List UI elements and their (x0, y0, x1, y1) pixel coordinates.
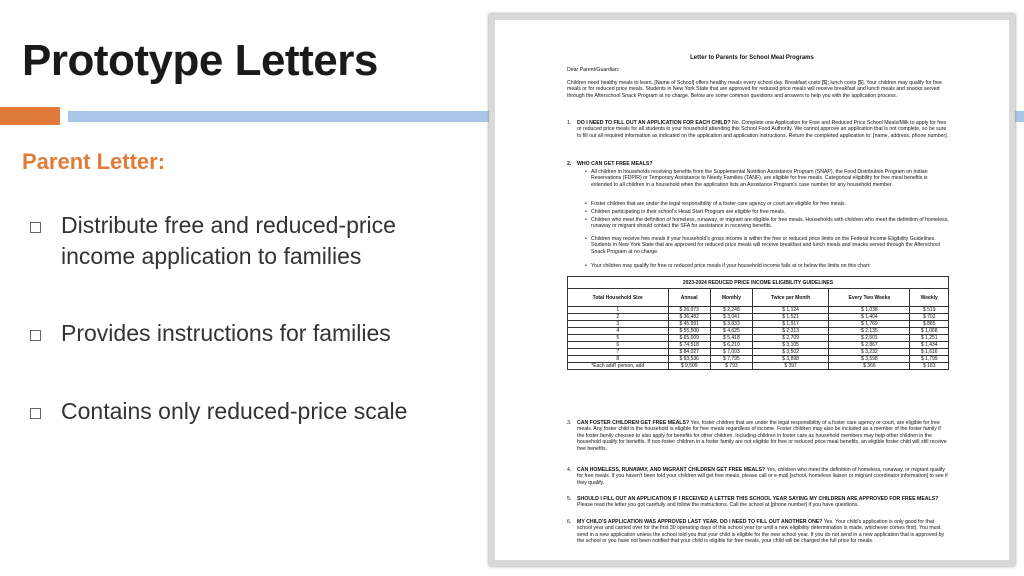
table-cell: $ 1,124 (752, 307, 828, 314)
accent-bar-orange (0, 107, 60, 125)
table-cell: $ 3,105 (752, 342, 828, 349)
table-cell: $ 3,598 (829, 356, 910, 363)
table-cell: $ 1,404 (829, 314, 910, 321)
question-2: 2. WHO CAN GET FREE MEALS? (567, 161, 653, 167)
table-cell: 3 (568, 321, 669, 328)
table-row (568, 356, 949, 363)
q2-item: • Your children may qualify for free or reduced price meals if your household income falls at or below the limits on this chart: (591, 263, 949, 269)
question-5: 5. SHOULD I FILL OUT AN APPLICATION IF I RECEIVED A LETTER THIS SCHOOL YEAR SAYING MY CHILDREN ARE APPROVED FOR FREE MEALS? Please read the letter you got carefully and follow the instructions. Call the school at [phone number] if you have questions. (567, 496, 939, 509)
table-cell: 7 (568, 349, 669, 356)
column-header: Monthly (710, 289, 752, 307)
table-cell: $ 5,418 (710, 335, 752, 342)
table-cell: $ 3,232 (829, 349, 910, 356)
table-cell: $ 1,251 (910, 335, 949, 342)
table-row (568, 363, 949, 370)
table-cell: $ 7,003 (710, 349, 752, 356)
table-cell: $ 9,509 (668, 363, 710, 370)
table-row (568, 307, 949, 314)
bullet-text: Contains only reduced-price scale (61, 398, 408, 424)
table-cell: $ 519 (910, 307, 949, 314)
table-cell: $ 183 (910, 363, 949, 370)
letter-document (495, 20, 1009, 560)
table-cell: $ 2,709 (752, 335, 828, 342)
table-cell: $ 7,795 (710, 356, 752, 363)
square-bullet-icon (30, 408, 41, 419)
table-cell: 4 (568, 328, 669, 335)
bullet-text: Distribute free and reduced-price income application to families (61, 212, 396, 269)
square-bullet-icon (30, 330, 41, 341)
q2-item: • Children may receive free meals if your household's gross income is within the free or reduced price limits on the Federal Income Eligibility Guidelines. Students in New York State that are approved for reduced price meals will receive breakfast and lunch meals and snacks served through the Afterschool Snack Program at no charge. (591, 236, 949, 255)
table-cell: $ 36,482 (668, 314, 710, 321)
table-cell: *Each add'l person, add (568, 363, 669, 370)
table-cell: $ 65,009 (668, 335, 710, 342)
table-cell: $ 93,536 (668, 356, 710, 363)
table-row (568, 335, 949, 342)
question-6: 6. MY CHILD'S APPLICATION WAS APPROVED LAST YEAR. DO I NEED TO FILL OUT ANOTHER ONE? Yes. Your child's application is only good for that school year and carried over for the first 30 operating days of this school year (or until a new eligibility determination is made, whichever comes first). You must send in a new application unless the school told you that your child is eligible for the new school year. If you do not send in a new application that is approved by the school or you have not been notified that your child is eligible for free meals, your child will be charged the full price for meals. (567, 519, 945, 545)
column-header: Every Two Weeks (829, 289, 910, 307)
table-cell: 8 (568, 356, 669, 363)
bullet-item (30, 318, 460, 349)
letter-greeting: Dear Parent/Guardian: (567, 67, 620, 73)
table-cell: $ 885 (910, 321, 949, 328)
column-header: Weekly (910, 289, 949, 307)
table-cell: $ 1,917 (752, 321, 828, 328)
table-body (568, 307, 949, 370)
income-eligibility-table (567, 276, 949, 370)
table-row (568, 328, 949, 335)
table-cell: $ 702 (910, 314, 949, 321)
slide-subtitle: Parent Letter: (22, 149, 166, 174)
table-row (568, 321, 949, 328)
table-cell: $ 1,521 (752, 314, 828, 321)
table-cell: $ 2,248 (710, 307, 752, 314)
bullet-item (30, 210, 460, 272)
question-3: 3. CAN FOSTER CHILDREN GET FREE MEALS? Yes, foster children that are under the legal responsibility of a foster care agency or court, are eligible for free meals. Any foster child in the household is eligible for free meals regardless of income. Foster children may also be included as a member of the foster family if the foster family chooses to also apply for benefits for other children. Including children in foster care as household members may help other children in the household qualify for benefits. If non-foster children in a foster family are not eligible for free or reduced price meal benefits, an eligible foster child will still receive free benefits. (567, 420, 947, 452)
letter-image-frame (489, 14, 1015, 566)
table-row (568, 314, 949, 321)
letter-intro: Children need healthy meals to learn. [Name of School] offers healthy meals every school day. Breakfast costs [$]; lunch costs [$]. Your children may qualify for free meals or for reduced price meals. Students in New York State that are approved for reduced price meals will receive breakfast and lunch meals and snacks served through the Afterschool Snack Program at no charge. Below are some common questions and answers to help you with the application process. (567, 80, 942, 99)
question-4: 4. CAN HOMELESS, RUNAWAY, AND MIGRANT CHILDREN GET FREE MEALS? Yes, children who meet the definition of homeless, runaway, or migrant qualify for free meals. If you haven't been told your children will get free meals, please call or e-mail [school, homeless liaison or migrant coordinator information] to see if they qualify. (567, 467, 948, 486)
table-cell: $ 2,313 (752, 328, 828, 335)
table-cell: $ 793 (710, 363, 752, 370)
table-cell: $ 1,038 (829, 307, 910, 314)
question-1: 1. DO I NEED TO FILL OUT AN APPLICATION FOR EACH CHILD? No. Complete one Application for Free and Reduced Price School Meals/Milk to apply for free or reduced price meals for all students in your household attending this School Food Authority. We cannot approve an application that is not complete, so be sure to fill out all required information as indicated on the application and application instructions. Return the completed application to: [name, address, phone number]. (567, 120, 949, 139)
table-cell: $ 74,518 (668, 342, 710, 349)
table-cell: $ 2,135 (829, 328, 910, 335)
table-cell: $ 1,068 (910, 328, 949, 335)
bullet-list (30, 210, 460, 473)
table-cell: $ 3,833 (710, 321, 752, 328)
table-cell: $ 1,799 (910, 356, 949, 363)
table-cell: $ 55,500 (668, 328, 710, 335)
table-cell: 1 (568, 307, 669, 314)
slide-title: Prototype Letters (22, 36, 378, 85)
table-cell: 5 (568, 335, 669, 342)
table-cell: $ 366 (829, 363, 910, 370)
table-cell: 6 (568, 342, 669, 349)
table-cell: $ 3,041 (710, 314, 752, 321)
letter-title: Letter to Parents for School Meal Programs (690, 55, 814, 61)
table-cell: $ 2,501 (829, 335, 910, 342)
bullet-text: Provides instructions for families (61, 320, 391, 346)
column-header: Twice per Month (752, 289, 828, 307)
table-caption: 2023-2024 REDUCED PRICE INCOME ELIGIBILITY GUIDELINES (568, 277, 949, 289)
q2-item: • Foster children that are under the legal responsibility of a foster care agency or court are eligible for free meals. (591, 201, 949, 207)
table-cell: $ 45,991 (668, 321, 710, 328)
column-header: Annual (668, 289, 710, 307)
table-cell: $ 2,867 (829, 342, 910, 349)
table-cell: $ 3,898 (752, 356, 828, 363)
q2-item: • All children in households receiving benefits from the Supplemental Nutrition Assistance Program (SNAP), the Food Distribution Program on Indian Reservations (FDPIR) or Temporary Assistance to Needy Families (TANF), are eligible for free meals. Categorical eligibility for free meal benefits is extended to all children in a household when the application lists an Assistance Program's case number for any household member. (591, 169, 949, 188)
table-cell: $ 26,973 (668, 307, 710, 314)
table-header-row (568, 289, 949, 307)
q2-item: • Children who meet the definition of homeless, runaway, or migrant are eligible for free meals. Households with children who meet the definition of homeless, runaway or migrant should contact the SFA for assistance in receiving benefits. (591, 217, 949, 230)
table-cell: $ 1,434 (910, 342, 949, 349)
table-cell: $ 84,027 (668, 349, 710, 356)
column-header: Total Household Size (568, 289, 669, 307)
table-cell: $ 3,502 (752, 349, 828, 356)
table-cell: $ 6,210 (710, 342, 752, 349)
table-cell: $ 1,769 (829, 321, 910, 328)
table-cell: $ 397 (752, 363, 828, 370)
table-cell: $ 4,625 (710, 328, 752, 335)
bullet-item (30, 396, 460, 427)
table-row (568, 342, 949, 349)
table-cell: $ 1,616 (910, 349, 949, 356)
table-row (568, 349, 949, 356)
table-cell: 2 (568, 314, 669, 321)
q2-item: • Children participating in their school's Head Start Program are eligible for free meals. (591, 209, 949, 215)
square-bullet-icon (30, 222, 41, 233)
